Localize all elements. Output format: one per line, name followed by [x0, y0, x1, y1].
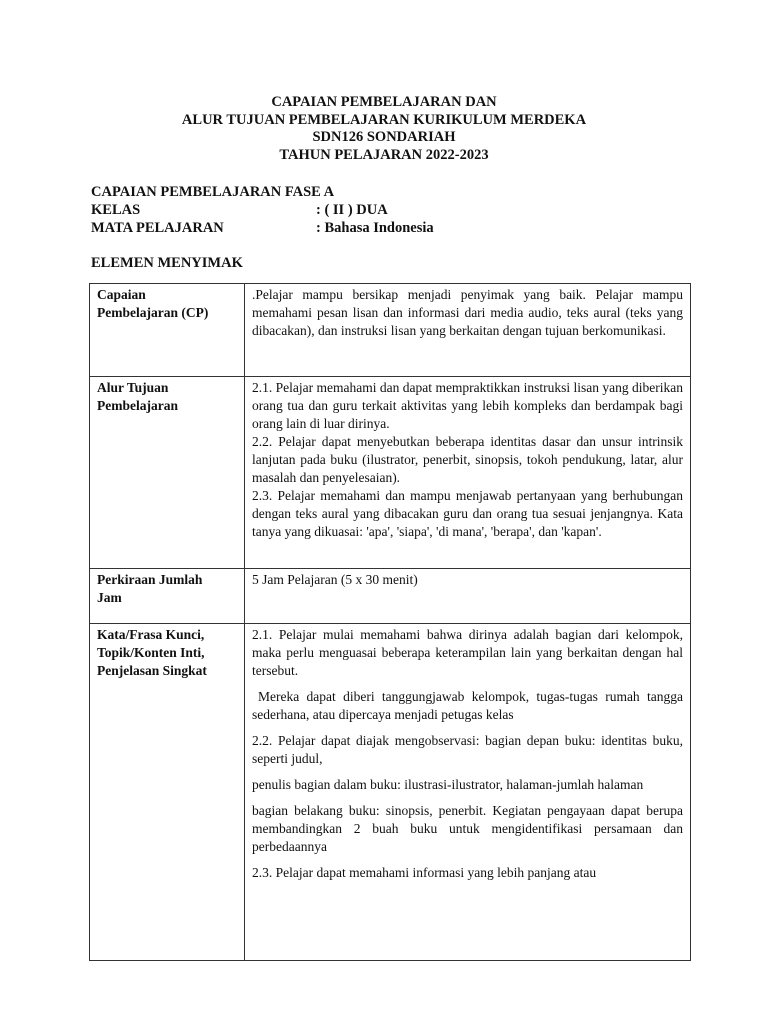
atp-point-2-2: 2.2. Pelajar dapat menyebutkan beberapa identitas dasar dan unsur intrinsik lanjutan pada buku (ilustrator, penerbit, sinopsis, tokoh pendukung, latar, alur masalah dan penyelesaian). — [252, 434, 683, 485]
kata-label-line-1: Kata/Frasa Kunci, — [97, 627, 205, 642]
jam-label-line-2: Jam — [97, 590, 122, 605]
table-row-kata-kunci — [90, 624, 691, 961]
atp-label-line-2: Pembelajaran — [97, 398, 178, 413]
cp-text: .Pelajar mampu bersikap menjadi penyimak yang baik. Pelajar mampu memahami pesan lisan dan informasi dari media audio, teks aural (teks yang dibacakan), dan instruksi lisan yang berkaitan dengan tujuan berkomunikasi. — [252, 287, 683, 338]
subject-value: : Bahasa Indonesia — [316, 220, 434, 236]
header-title-line-2: ALUR TUJUAN PEMBELAJARAN KURIKULUM MERDEKA — [181, 111, 587, 128]
atp-point-2-1: 2.1. Pelajar memahami dan dapat mempraktikkan instruksi lisan yang diberikan orang tua dan guru terkait aktivitas yang lebih kompleks dan berdampak bagi orang lain di luar dirinya. — [252, 380, 683, 431]
table-row-cp — [90, 284, 691, 377]
atp-label-line-1: Alur Tujuan — [97, 380, 169, 395]
subject-row — [91, 219, 434, 237]
cp-label-line-1: Capaian — [97, 287, 146, 302]
class-value: : ( II ) DUA — [316, 202, 388, 218]
kata-paragraph-6: 2.3. Pelajar dapat memahami informasi yang lebih panjang atau — [252, 865, 597, 880]
atp-label-cell — [90, 377, 245, 569]
element-title: ELEMEN MENYIMAK — [91, 255, 243, 271]
class-row — [91, 201, 434, 219]
kata-label-line-3: Penjelasan Singkat — [97, 663, 207, 678]
cp-text-cell — [245, 284, 691, 377]
learning-outcomes-table — [89, 283, 691, 961]
kata-label-cell — [90, 624, 245, 961]
kata-text-cell — [245, 624, 691, 961]
jam-label-cell — [90, 569, 245, 624]
phase-label: CAPAIAN PEMBELAJARAN FASE A — [91, 184, 335, 200]
kata-paragraph-3: 2.2. Pelajar dapat diajak mengobservasi: bagian depan buku: identitas buku, seperti judul, — [252, 733, 683, 766]
kata-paragraph-1: 2.1. Pelajar mulai memahami bahwa dirinya adalah bagian dari kelompok, maka perlu menguasai beberapa keterampilan lain yang berkaitan dengan hal tersebut. — [252, 627, 683, 678]
header-title-line-1: CAPAIAN PEMBELAJARAN DAN — [271, 94, 497, 110]
phase-heading — [91, 183, 434, 201]
header-school-year: TAHUN PELAJARAN 2022-2023 — [279, 146, 489, 163]
kata-paragraph-5: bagian belakang buku: sinopsis, penerbit. Kegiatan pengayaan dapat berupa membandingkan 2 buah buku untuk mengidentifikasi persamaan dan perbedaannya — [252, 803, 683, 854]
class-label: KELAS — [91, 202, 141, 218]
document-meta — [91, 183, 434, 237]
document-header — [0, 94, 768, 164]
header-school-name: SDN126 SONDARIAH — [312, 129, 456, 145]
cp-label-line-2: Pembelajaran (CP) — [97, 305, 209, 320]
jam-label-line-1: Perkiraan Jumlah — [97, 572, 203, 587]
atp-point-2-3: 2.3. Pelajar memahami dan mampu menjawab pertanyaan yang berhubungan dengan teks aural yang dibacakan guru dan orang tua sesuai jenjangnya. Kata tanya yang dikuasai: 'apa', 'siapa', 'di mana', 'berapa', dan 'kapan'. — [252, 488, 683, 539]
kata-paragraph-2: Mereka dapat diberi tanggungjawab kelompok, tugas-tugas rumah tangga sederhana, atau dipercaya menjadi petugas kelas — [252, 689, 683, 722]
table-row-jam — [90, 569, 691, 624]
kata-paragraph-4: penulis bagian dalam buku: ilustrasi-ilustrator, halaman-jumlah halaman — [252, 777, 644, 792]
kata-label-line-2: Topik/Konten Inti, — [97, 645, 205, 660]
subject-label: MATA PELAJARAN — [91, 220, 224, 236]
jam-text: 5 Jam Pelajaran (5 x 30 menit) — [252, 572, 418, 587]
cp-label-cell — [90, 284, 245, 377]
atp-text-cell — [245, 377, 691, 569]
table-row-atp — [90, 377, 691, 569]
jam-text-cell — [245, 569, 691, 624]
